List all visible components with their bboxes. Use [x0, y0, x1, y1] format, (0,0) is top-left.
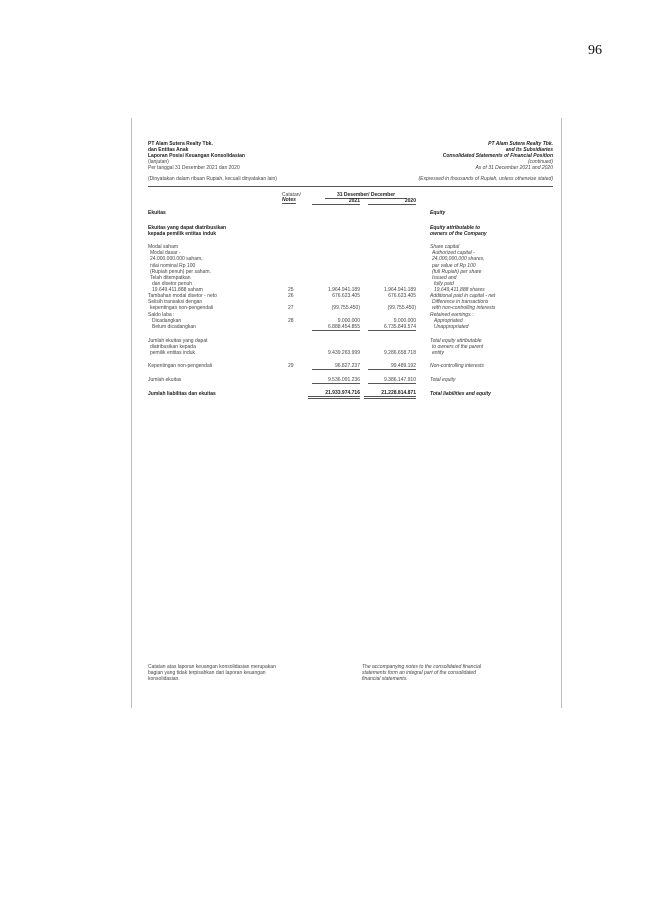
statement-title: Laporan Posisi Keuangan Konsolidasian: [148, 153, 245, 159]
footer-note-en: The accompanying notes to the consolidated financial: [362, 664, 481, 670]
equity-parent-label-en: to owners of the parent: [432, 344, 484, 350]
statement-date: Per tanggal 31 Desember 2021 dan 2020: [148, 165, 240, 171]
nci-2020: 99.489.192: [368, 363, 416, 370]
unappropriated-label-en: Unappropriated: [434, 324, 469, 330]
footer-note: Catatan atas laporan keuangan konsolidasian merupakan: [148, 664, 276, 670]
equity-parent-2020: 9.286.658.718: [384, 350, 416, 356]
total-liab-equity-2020: 21.228.814.871: [364, 390, 416, 399]
diff-note: 27: [288, 305, 294, 311]
period-header: 31 Desember/ December: [325, 192, 407, 199]
section-equity-en: Equity: [430, 210, 446, 216]
currency-note: (Dinyatakan dalam ribuan Rupiah, kecuali dinyatakan lain): [148, 176, 277, 182]
share-capital-line: dan disetor penuh: [152, 281, 193, 287]
retained-label-en: Retained earnings :: [430, 312, 474, 318]
apic-2021: 676.623.405: [332, 293, 360, 299]
financial-statement-page: [131, 118, 562, 708]
notes-header-en: Notes: [282, 197, 296, 203]
diff-label: kepentingan non-pengendali: [150, 305, 214, 311]
nci-label: Kepentingan non-pengendali: [148, 363, 212, 369]
company-subsidiaries: dan Entitas Anak: [148, 147, 189, 153]
page-number: 96: [588, 43, 602, 58]
diff-2020: (99.755.450): [387, 305, 416, 311]
appropriated-label: Dicadangkan: [152, 318, 182, 324]
total-equity-2020: 9.386.147.910: [368, 377, 416, 384]
footer-note: konsolidasian.: [148, 676, 180, 682]
total-equity-label: Jumlah ekuitas: [148, 377, 182, 383]
company-name: PT Alam Sutera Realty Tbk.: [148, 141, 213, 147]
share-capital-2020: 1.964.941.189: [384, 287, 416, 293]
unappropriated-2021: 6.888.454.855: [312, 324, 360, 331]
footer-note-en: financial statements.: [362, 676, 408, 682]
appropriated-2021: 9.000.000: [337, 318, 360, 324]
notes-header-id: Catatan/: [282, 192, 301, 198]
apic-label-en: Additional paid in capital - net: [430, 293, 496, 299]
share-capital-line: nilai nominal Rp 100: [150, 263, 196, 269]
subsection-line-2: kepada pemilik entitas induk: [148, 231, 217, 237]
share-capital-line-en: fully paid: [434, 281, 454, 287]
unappropriated-label: Belum dicadangkan: [152, 324, 196, 330]
company-name-en: PT Alam Sutera Realty Tbk.: [488, 141, 553, 147]
equity-parent-label: diatribusikan kepada: [150, 344, 196, 350]
diff-label-en: with non-controlling interests: [432, 305, 496, 311]
nci-note: 29: [288, 363, 294, 369]
share-capital-line-en: 19,649,411,888 shares: [434, 287, 485, 293]
subsection-en-line-2: owners of the Company: [430, 231, 487, 237]
footer-note-en: statements form an integral part of the consolidated: [362, 670, 476, 676]
share-capital-line: 24.000.000.000 saham,: [150, 256, 203, 262]
equity-parent-label-en: entity: [432, 350, 444, 356]
total-liab-equity-label-en: Total liabilities and equity: [430, 391, 491, 397]
share-capital-label: Modal saham: [148, 244, 179, 250]
continued-label-en: (continued): [527, 159, 553, 165]
diff-label: Selisih transaksi dengan: [148, 299, 203, 305]
year-2020-header: 2020: [368, 198, 416, 205]
diff-2021: (99.755.450): [331, 305, 360, 311]
share-capital-line: Modal dasar -: [150, 250, 181, 256]
continued-label: (lanjutan): [148, 159, 169, 165]
retained-label: Saldo laba :: [148, 312, 175, 318]
company-subsidiaries-en: and its Subsidiaries: [505, 147, 553, 153]
share-capital-line: 19.649.411.888 saham: [152, 287, 203, 293]
equity-parent-2021: 9.439.263.999: [328, 350, 360, 356]
diff-label-en: Difference in transactions: [432, 299, 489, 305]
currency-note-en: (Expressed in thousands of Rupiah, unless otherwise stated): [418, 176, 553, 182]
statement-date-en: As of 31 December 2021 and 2020: [475, 165, 553, 171]
share-capital-line-en: 24,000,000,000 shares,: [432, 256, 485, 262]
apic-2020: 676.623.405: [388, 293, 416, 299]
nci-2021: 96.827.237: [312, 363, 360, 370]
share-capital-line: (Rupiah penuh) per saham.: [150, 269, 211, 275]
subsection-line-1: Ekuitas yang dapat diatribusikan: [148, 225, 227, 231]
apic-label: Tambahan modal disetor - neto: [148, 293, 217, 299]
year-2021-header: 2021: [312, 198, 360, 205]
appropriated-note: 28: [288, 318, 294, 324]
share-capital-2021: 1.964.941.189: [328, 287, 360, 293]
appropriated-2020: 9.000.000: [393, 318, 416, 324]
header-rule: [148, 186, 553, 187]
subsection-en-line-1: Equity attributable to: [430, 225, 480, 231]
share-capital-line-en: par value of Rp 100: [432, 263, 476, 269]
equity-parent-label: pemilik entitas induk: [150, 350, 196, 356]
unappropriated-2020: 6.735.849.574: [368, 324, 416, 331]
total-liab-equity-2021: 21.933.974.716: [308, 390, 360, 399]
share-capital-line: Telah ditempatkan: [150, 275, 191, 281]
share-capital-note: 25: [288, 287, 294, 293]
share-capital-line-en: Authorized capital -: [432, 250, 475, 256]
footer-note: bagian yang tidak terpisahkan dari laporan keuangan: [148, 670, 266, 676]
appropriated-label-en: Appropriated: [434, 318, 463, 324]
apic-note: 26: [288, 293, 294, 299]
equity-parent-label-en: Total equity attributable: [430, 338, 482, 344]
total-equity-2021: 9.536.091.236: [312, 377, 360, 384]
total-equity-label-en: Total equity: [430, 377, 456, 383]
equity-parent-label: Jumlah ekuitas yang dapat: [148, 338, 208, 344]
share-capital-line-en: Issued and: [432, 275, 457, 281]
share-capital-line-en: (full Rupiah) per share: [432, 269, 482, 275]
nci-label-en: Non-controlling interests: [430, 363, 484, 369]
share-capital-label-en: Share capital: [430, 244, 460, 250]
statement-title-en: Consolidated Statements of Financial Position: [442, 153, 553, 159]
section-equity: Ekuitas: [148, 210, 166, 216]
total-liab-equity-label: Jumlah liabilitas dan ekuitas: [148, 391, 216, 397]
